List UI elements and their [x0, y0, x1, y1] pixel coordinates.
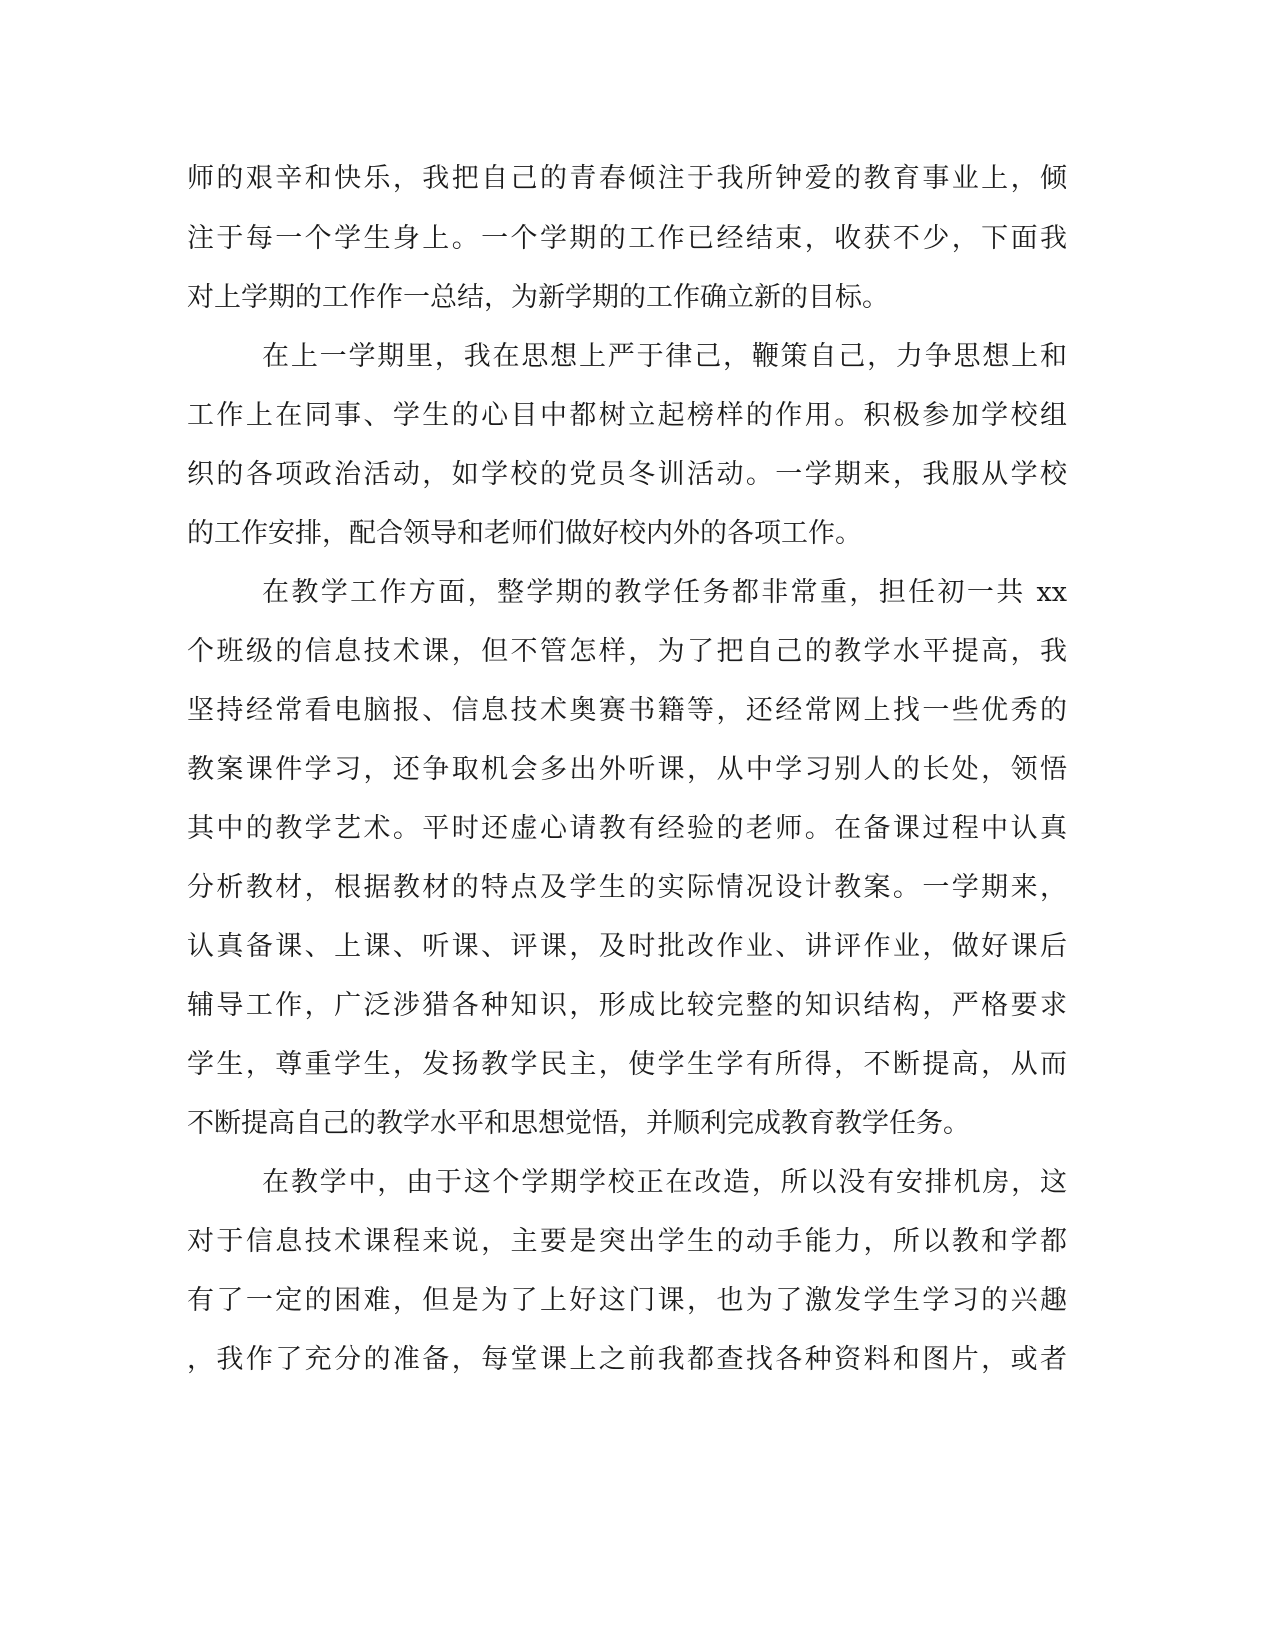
paragraph-3-line-9: 学生，尊重学生，发扬教学民主，使学生学有所得，不断提高，从而 — [187, 1049, 1067, 1080]
paragraph-3-line-7: 认真备课、上课、听课、评课，及时批改作业、讲评作业，做好课后 — [187, 931, 1067, 962]
paragraph-3-line-8: 辅导工作，广泛涉猎各种知识，形成比较完整的知识结构，严格要求 — [187, 990, 1067, 1021]
paragraph-1-line-1: 师的艰辛和快乐，我把自己的青春倾注于我所钟爱的教育事业上，倾 — [187, 163, 1067, 194]
paragraph-3-line-5: 其中的教学艺术。平时还虚心请教有经验的老师。在备课过程中认真 — [187, 813, 1067, 844]
paragraph-4-line-4: ，我作了充分的准备，每堂课上之前我都查找各种资料和图片，或者 — [187, 1344, 1067, 1375]
paragraph-4-line-3: 有了一定的困难，但是为了上好这门课，也为了激发学生学习的兴趣 — [187, 1285, 1067, 1316]
paragraph-3-line-3: 坚持经常看电脑报、信息技术奥赛书籍等，还经常网上找一些优秀的 — [187, 695, 1067, 726]
paragraph-2-line-4: 的工作安排，配合领导和老师们做好校内外的各项工作。 — [187, 518, 862, 549]
paragraph-1-line-3: 对上学期的工作作一总结，为新学期的工作确立新的目标。 — [187, 282, 889, 313]
paragraph-2-line-3: 织的各项政治活动，如学校的党员冬训活动。一学期来，我服从学校 — [187, 459, 1067, 490]
paragraph-3-line-6: 分析教材，根据教材的特点及学生的实际情况设计教案。一学期来， — [187, 872, 1067, 903]
paragraph-2-line-1: 在上一学期里，我在思想上严于律己，鞭策自己，力争思想上和 — [262, 341, 1067, 372]
paragraph-3-line-4: 教案课件学习，还争取机会多出外听课，从中学习别人的长处，领悟 — [187, 754, 1067, 785]
paragraph-1-line-2: 注于每一个学生身上。一个学期的工作已经结束，收获不少，下面我 — [187, 223, 1067, 254]
paragraph-3-line-10: 不断提高自己的教学水平和思想觉悟，并顺利完成教育教学任务。 — [187, 1108, 970, 1139]
paragraph-2-line-2: 工作上在同事、学生的心目中都树立起榜样的作用。积极参加学校组 — [187, 400, 1067, 431]
paragraph-4-line-1: 在教学中，由于这个学期学校正在改造，所以没有安排机房，这 — [262, 1167, 1067, 1198]
paragraph-4-line-2: 对于信息技术课程来说，主要是突出学生的动手能力，所以教和学都 — [187, 1226, 1067, 1257]
paragraph-3-line-1: 在教学工作方面，整学期的教学任务都非常重，担任初一共 xx — [262, 577, 1067, 608]
paragraph-3-line-2: 个班级的信息技术课，但不管怎样，为了把自己的教学水平提高，我 — [187, 636, 1067, 667]
